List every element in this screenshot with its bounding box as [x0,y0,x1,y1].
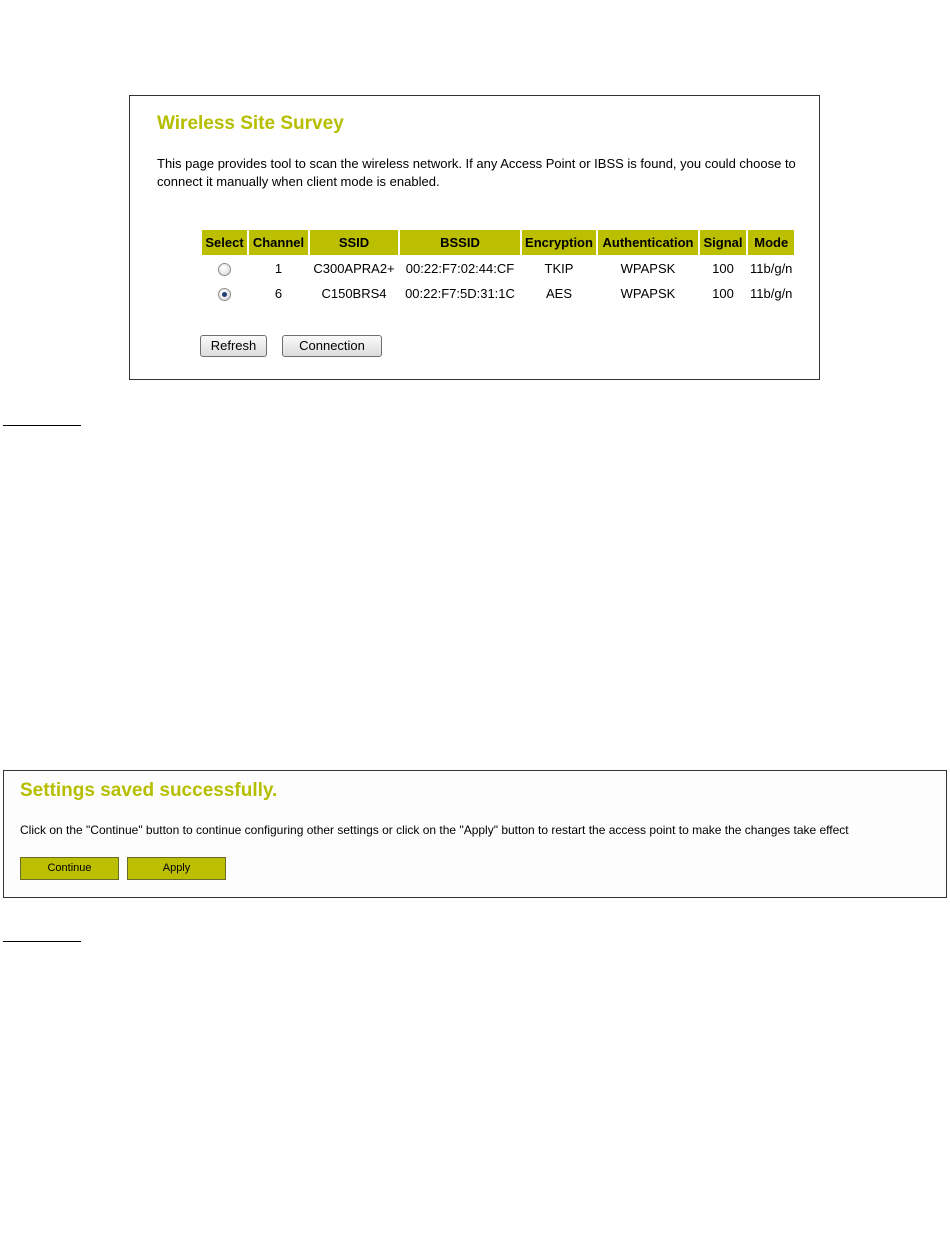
mode-cell: 11b/g/n [750,286,793,301]
settings-saved-panel [3,770,947,898]
bssid-cell: 00:22:F7:02:44:CF [405,261,515,276]
divider-line [3,941,81,942]
select-cell [202,257,247,280]
refresh-button[interactable]: Refresh [200,335,267,357]
saved-description: Click on the "Continue" button to continue configuring other settings or click on the "Apply" button to restart the access point to make the changes take effect [20,823,849,837]
column-header-encryption: Encryption [522,230,596,255]
table-row [202,257,794,280]
ssid-cell: C150BRS4 [321,286,387,301]
column-header-ssid: SSID [310,230,398,255]
authentication-cell: WPAPSK [620,286,676,301]
network-select-radio[interactable] [218,263,231,276]
column-header-signal: Signal [700,230,746,255]
connection-button[interactable]: Connection [282,335,382,357]
select-cell [202,282,247,305]
channel-cell: 6 [274,286,283,301]
network-select-radio[interactable] [218,288,231,301]
column-header-authentication: Authentication [598,230,698,255]
encryption-cell: AES [545,286,572,301]
column-header-channel: Channel [249,230,308,255]
authentication-cell: WPAPSK [620,261,676,276]
signal-cell: 100 [712,286,734,301]
channel-cell: 1 [274,261,283,276]
continue-button[interactable]: Continue [20,857,119,880]
column-header-bssid: BSSID [400,230,520,255]
site-survey-table [200,228,796,307]
divider-line [3,425,81,426]
saved-title: Settings saved successfully. [20,780,278,801]
table-header-row [202,230,794,255]
site-survey-panel [129,95,820,380]
column-header-mode: Mode [748,230,794,255]
page-description: This page provides tool to scan the wireless network. If any Access Point or IBSS is found, you could choose to connect it manually when client mode is enabled. [157,156,796,189]
encryption-cell: TKIP [544,261,574,276]
apply-button[interactable]: Apply [127,857,226,880]
page-title: Wireless Site Survey [157,113,344,134]
signal-cell: 100 [712,261,734,276]
mode-cell: 11b/g/n [750,261,793,276]
column-header-select: Select [202,230,247,255]
table-row [202,282,794,305]
bssid-cell: 00:22:F7:5D:31:1C [405,286,515,301]
ssid-cell: C300APRA2+ [313,261,395,276]
